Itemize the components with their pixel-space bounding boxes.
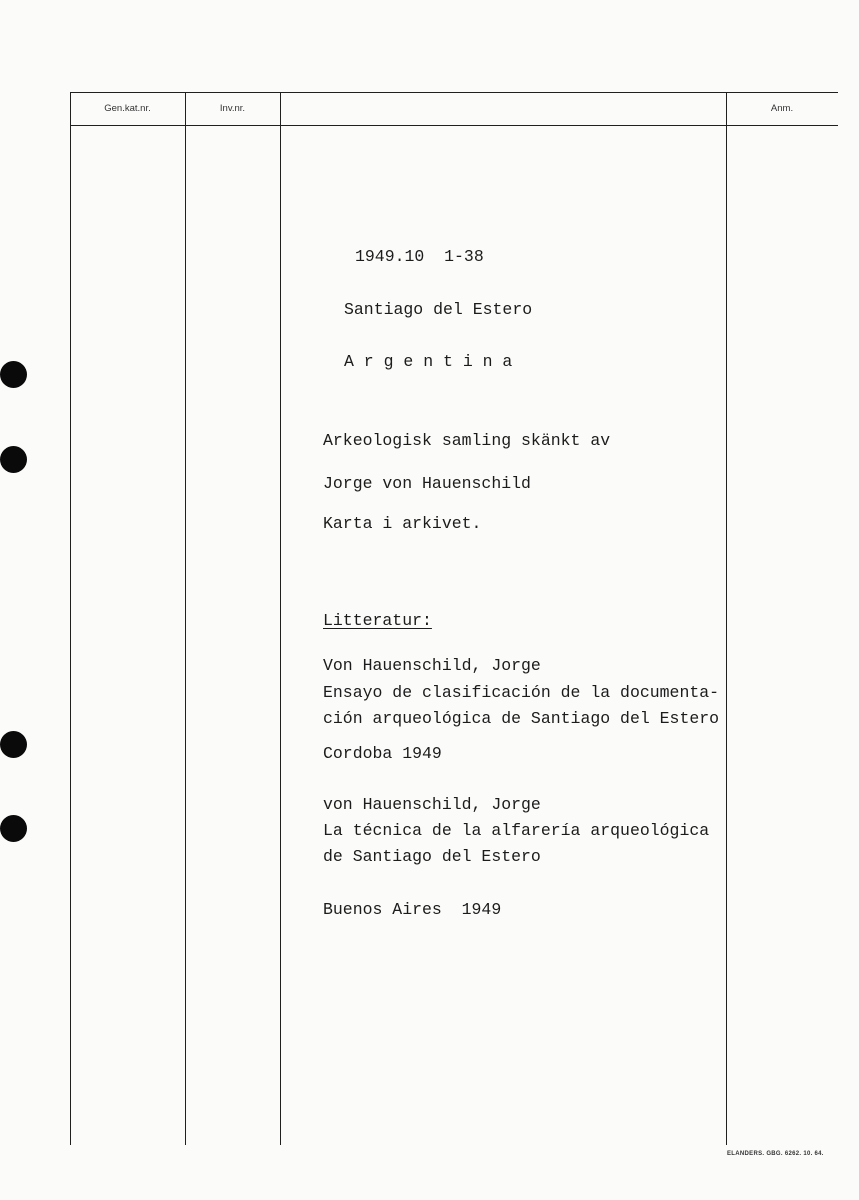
punch-hole	[0, 446, 27, 473]
literature-entry-2-place-year: Buenos Aires 1949	[323, 900, 502, 919]
record-donor: Jorge von Hauenschild	[323, 474, 531, 493]
literature-entry-1-place-year: Cordoba 1949	[323, 744, 442, 763]
record-map-note: Karta i arkivet.	[323, 514, 482, 533]
header-anm: Anm.	[770, 103, 794, 114]
literature-entry-1-title-line2: ción arqueológica de Santiago del Estero	[323, 709, 720, 728]
literature-entry-2-title-line1: La técnica de la alfarería arqueológica	[323, 821, 710, 840]
column-rule-1	[70, 92, 71, 1145]
header-gen-kat-nr: Gen.kat.nr.	[104, 103, 151, 114]
record-place: Santiago del Estero	[344, 300, 533, 319]
column-rule-2	[185, 92, 186, 1145]
literature-entry-1-author: Von Hauenschild, Jorge	[323, 656, 541, 675]
literature-heading: Litteratur:	[323, 611, 432, 630]
record-number: 1949.10 1-38	[355, 247, 484, 266]
literature-entry-2-title-line2: de Santiago del Estero	[323, 847, 541, 866]
column-rule-4	[726, 92, 727, 1145]
header-inv-nr: Inv.nr.	[219, 103, 246, 114]
record-description: Arkeologisk samling skänkt av	[323, 431, 611, 450]
literature-entry-2-author: von Hauenschild, Jorge	[323, 795, 541, 814]
punch-hole	[0, 731, 27, 758]
record-country: A r g e n t i n a	[344, 352, 513, 371]
punch-hole	[0, 815, 27, 842]
punch-hole	[0, 361, 27, 388]
column-rule-3	[280, 92, 281, 1145]
printer-imprint: ELANDERS. GBG. 6262. 10. 64.	[727, 1151, 824, 1157]
literature-entry-1-title-line1: Ensayo de clasificación de la documenta-	[323, 683, 720, 702]
